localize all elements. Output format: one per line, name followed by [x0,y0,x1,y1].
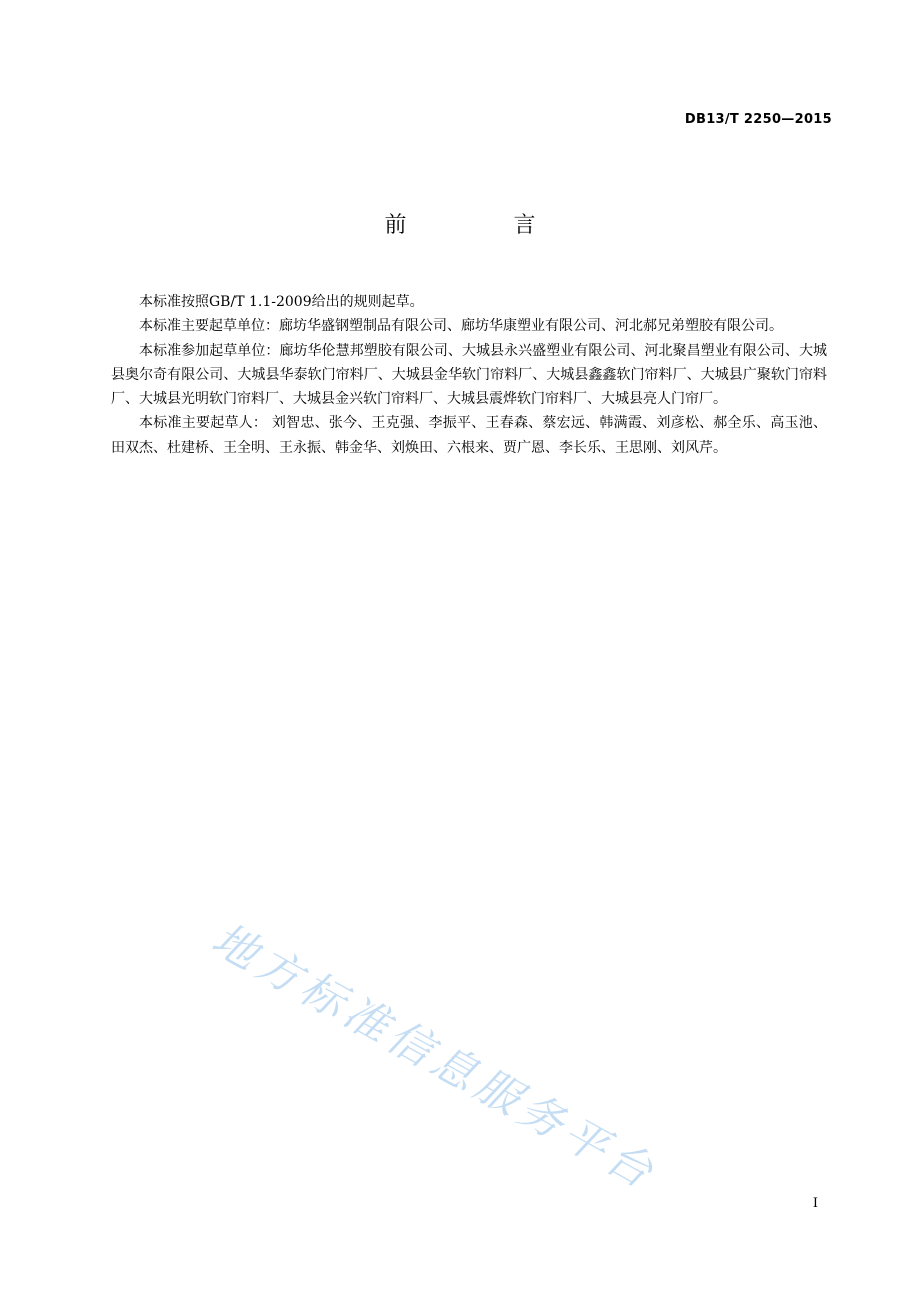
foreword-body [111,290,827,460]
page-number: I [812,1196,818,1211]
paragraph-participating-units: 本标准参加起草单位：廊坊华伦慧邦塑胶有限公司、大城县永兴盛塑业有限公司、河北聚昌塑业有限公司、大城县奥尔奇有限公司、大城县华泰软门帘料厂、大城县金华软门帘料厂、大城县鑫鑫软门帘料厂、大城县广聚软门帘料厂、大城县光明软门帘料厂、大城县金兴软门帘料厂、大城县震烨软门帘料厂、大城县亮人门帘厂。 [111,342,827,408]
paragraph-drafting-rules: 本标准按照GB/T 1.1-2009给出的规则起草。 [139,294,424,310]
document-code: DB13/T 2250—2015 [684,112,832,127]
watermark: 地方标准信息服务平台 [203,913,666,1201]
section-title: 前 言 [384,213,586,238]
paragraph-main-drafting-units: 本标准主要起草单位：廊坊华盛钢塑制品有限公司、廊坊华康塑业有限公司、河北郝兄弟塑胶有限公司。 [139,318,783,335]
paragraph-main-drafters: 本标准主要起草人： 刘智忠、张今、王克强、李振平、王春森、蔡宏远、韩满霞、刘彦松、郝全乐、高玉池、田双杰、杜建桥、王全明、王永振、韩金华、刘焕田、六根来、贾广恩、李长乐、王思刚、刘风芹。 [111,415,827,456]
